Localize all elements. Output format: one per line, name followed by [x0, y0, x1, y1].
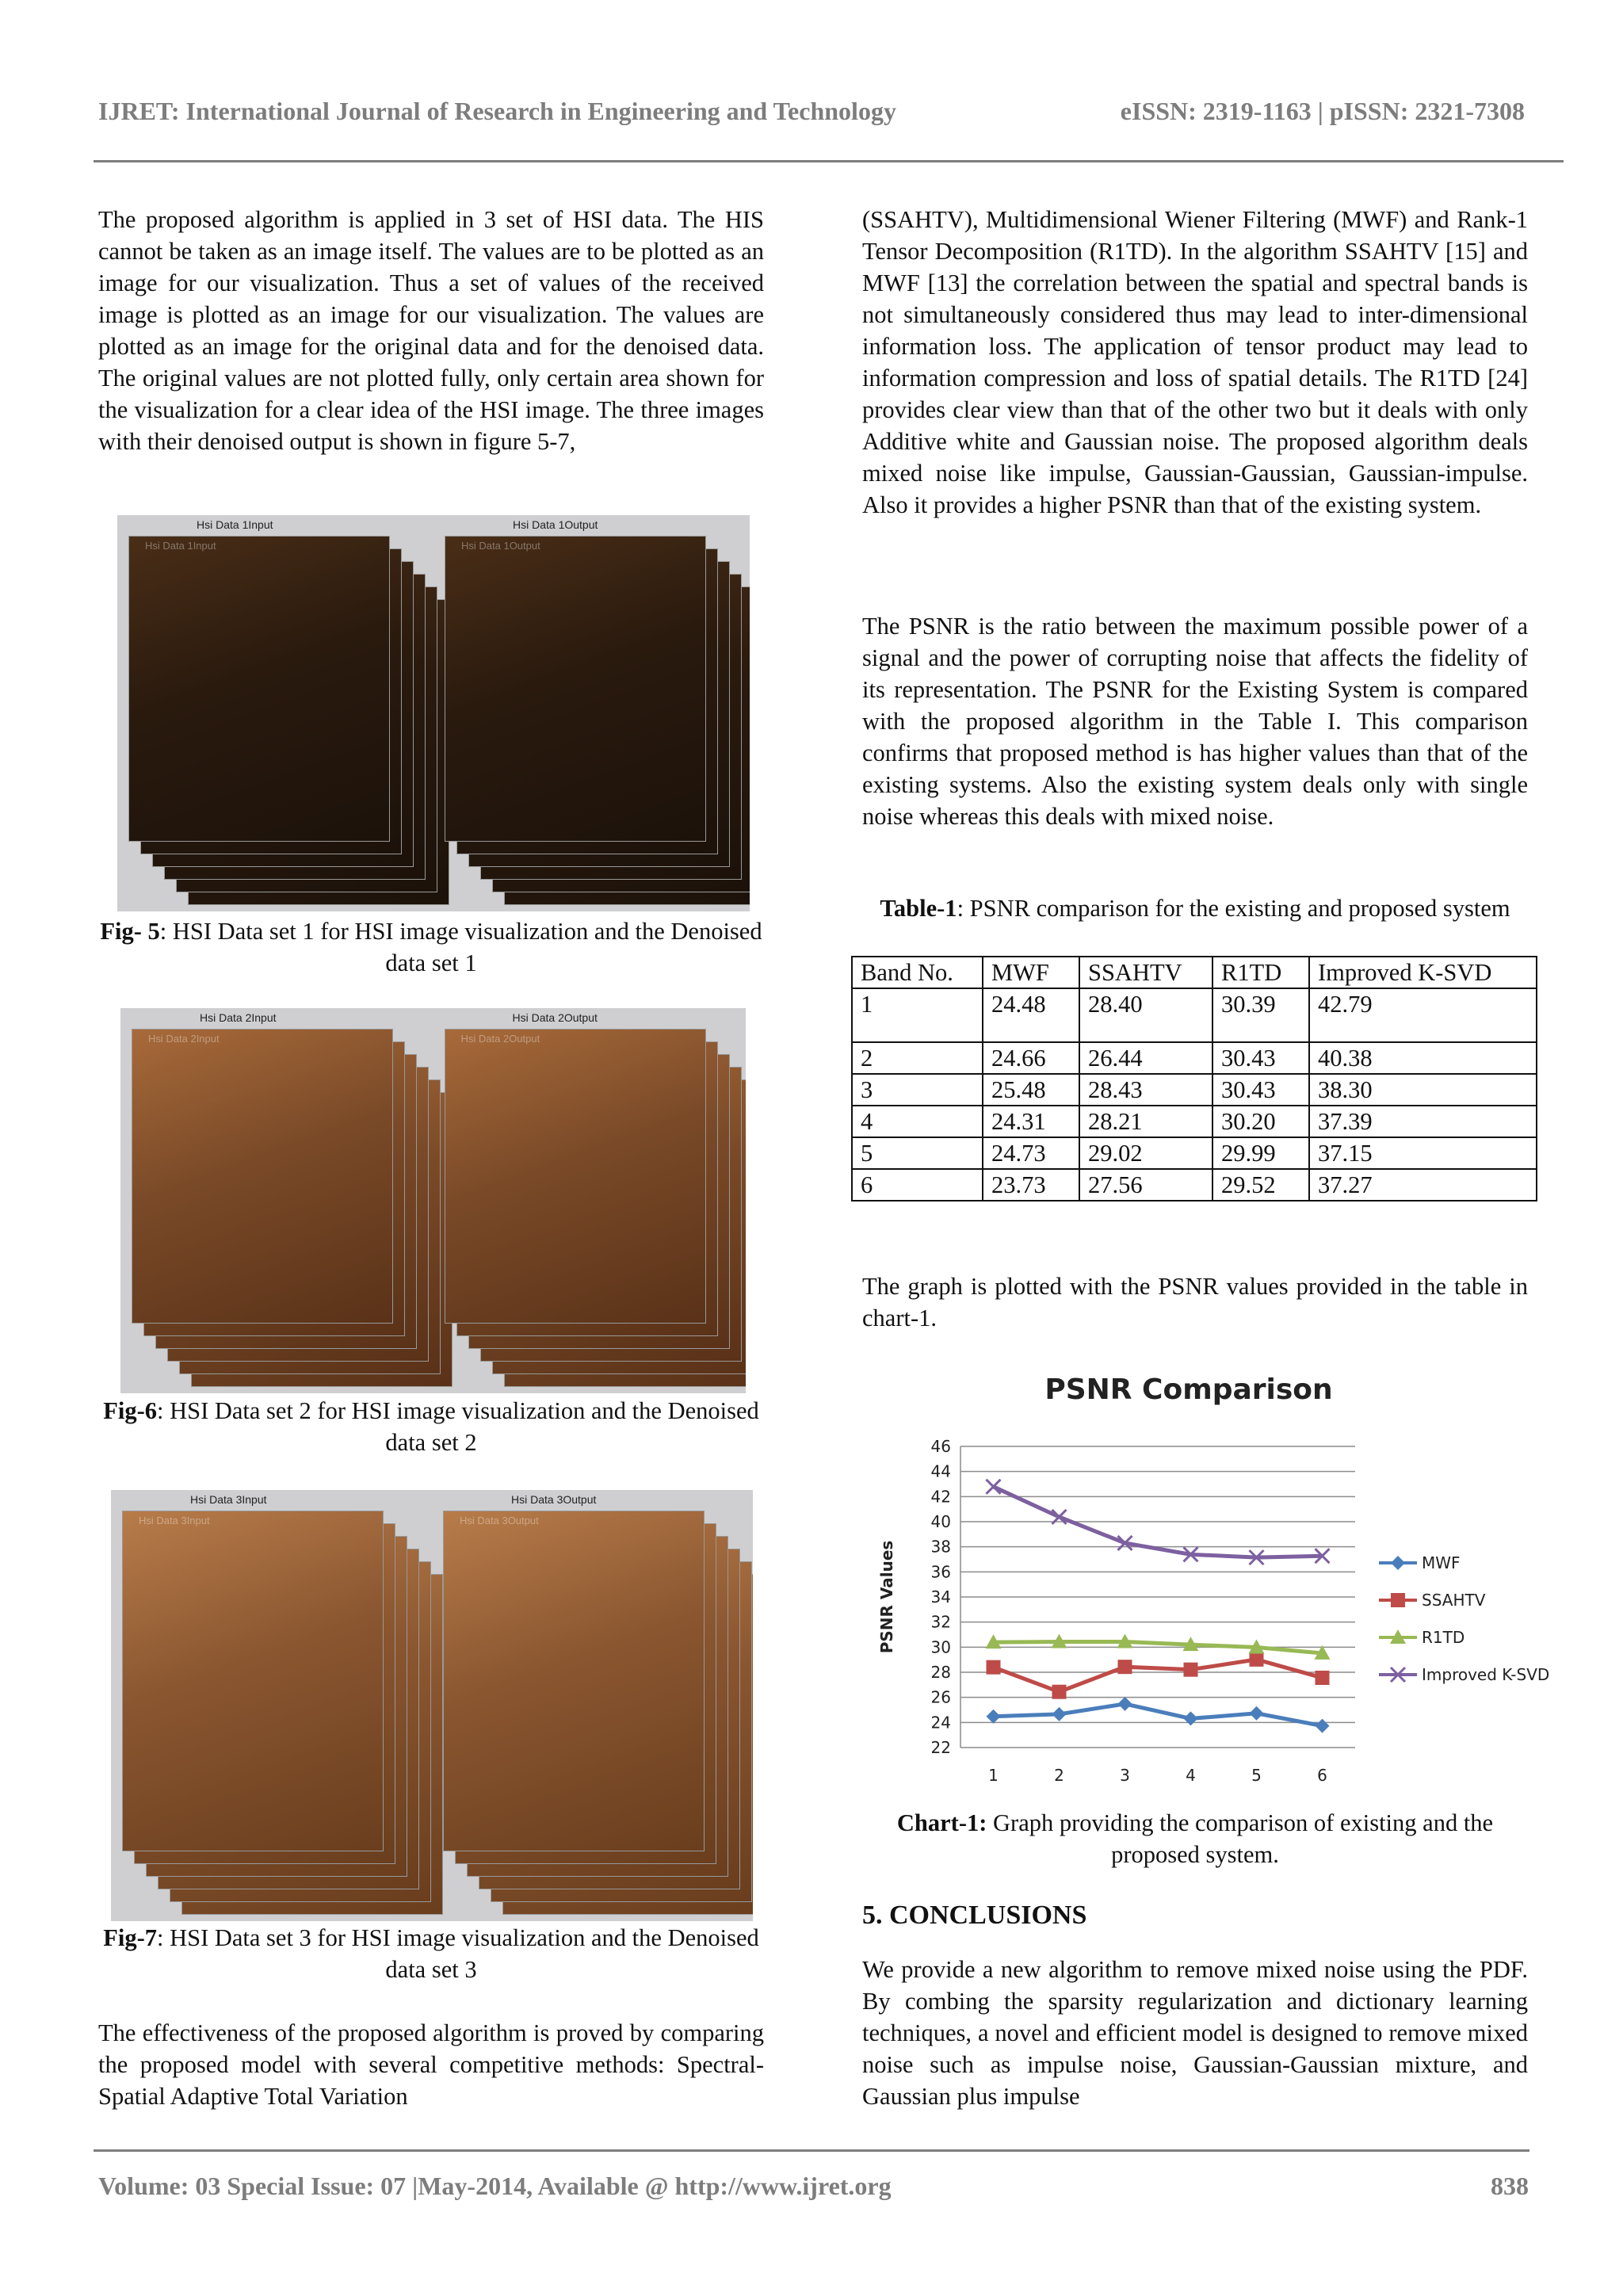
chart-title: PSNR Comparison [1044, 1373, 1333, 1406]
conclusions-paragraph: We provide a new algorithm to remove mixed noise using the PDF. By combing the sparsity regularization and dictionary learning techniques, a novel and efficient model is designed to remove mixed noise such as impulse noise, Gaussian-Gaussian mixture, and Gaussian plus impulse [862, 1956, 1528, 2110]
y-tick-label: 38 [930, 1537, 951, 1557]
x-tick-label: 4 [1186, 1766, 1196, 1785]
conclusions-heading: 5. CONCLUSIONS [862, 1901, 1087, 1930]
left-paragraph-1: The proposed algorithm is applied in 3 set of HSI data. The HIS cannot be taken as an image itself. The values are to be plotted as an image for our visualization. Thus a set of values of the received image is plotted as an image for our visualization. The values are plotted as an image for the original data and for the denoised data. The original values are not plotted fully, only certain area shown for the visualization for a clear idea of the HSI image. The three images with their denoised output is shown in figure 5-7, [98, 206, 764, 455]
running-header [98, 97, 1525, 133]
right-paragraph-2: The PSNR is the ratio between the maximum possible power of a signal and the power of corrupting noise that affects the fidelity of its representation. The PSNR for the Existing System is compared with the proposed algorithm in the Table I. This comparison confirms that proposed method is has higher values than that of the existing systems. Also the existing system deals only with single noise whereas this deals with mixed noise. [862, 613, 1528, 830]
table-header-cell: R1TD [1212, 957, 1309, 988]
volume-info: Volume: 03 Special Issue: 07 |May-2014, Available @ http://www.ijret.org [98, 2172, 892, 2200]
table-cell: 30.20 [1212, 1106, 1309, 1137]
y-tick-label: 22 [930, 1738, 951, 1757]
data-point [1316, 1719, 1330, 1733]
hsi-band-slice [132, 1029, 393, 1324]
data-point [1250, 1652, 1264, 1667]
figure-5-caption [98, 915, 764, 979]
y-tick-label: 44 [930, 1461, 951, 1481]
data-point [987, 1660, 1001, 1675]
table-cell: 30.43 [1212, 1042, 1309, 1074]
table-cell: 23.73 [983, 1169, 1079, 1201]
figure-5-caption-text: : HSI Data set 1 for HSI image visualization and the Denoised data set 1 [159, 918, 762, 976]
chart-caption [862, 1807, 1528, 1870]
table-header-cell: SSAHTV [1079, 957, 1212, 988]
table-cell: 27.56 [1079, 1169, 1212, 1201]
figure-6-output-title: Hsi Data 2Output [512, 1011, 598, 1024]
table-cell: 2 [852, 1042, 983, 1074]
table-label: Table-1 [880, 895, 957, 922]
hsi-band-slice [445, 1029, 706, 1324]
figure-6-image [120, 1008, 746, 1393]
y-tick-label: 24 [930, 1713, 951, 1733]
running-footer [98, 2172, 1529, 2201]
hsi-band-slice-label: Hsi Data 2Input [148, 1033, 220, 1045]
figure-5-output-title: Hsi Data 1Output [513, 518, 598, 531]
figure-6-label: Fig-6 [103, 1397, 157, 1424]
hsi-band-slice-label: Hsi Data 1Output [461, 540, 540, 552]
figure-7-image [111, 1490, 753, 1921]
chart-caption-text: Graph providing the comparison of existing and the proposed system. [987, 1809, 1494, 1868]
figure-7-input-title: Hsi Data 3Input [190, 1493, 267, 1506]
table-cell: 37.15 [1309, 1137, 1537, 1169]
footer-rule [94, 2149, 1529, 2152]
data-point [1052, 1685, 1067, 1699]
table-cell: 30.39 [1212, 988, 1309, 1042]
figure-5-label: Fig- 5 [100, 918, 160, 945]
data-point [1118, 1697, 1132, 1711]
right-paragraph-1: (SSAHTV), Multidimensional Wiener Filtering (MWF) and Rank-1 Tensor Decomposition (R1TD). In the algorithm SSAHTV [15] and MWF [13] the correlation between the spatial and spectral bands is not simultaneously considered thus may lead to inter-dimensional information loss. The application of tensor product may lead to information compression and loss of spatial details. The R1TD [24] provides clear view than that of the other two but it deals with only Additive white and Gaussian noise. The proposed algorithm deals mixed noise like impulse, Gaussian-Gaussian, Gaussian-impulse. Also it provides a higher PSNR than that of the existing system. [862, 206, 1528, 518]
y-tick-label: 28 [930, 1663, 951, 1682]
table-caption [862, 893, 1528, 923]
legend-label: SSAHTV [1422, 1591, 1486, 1610]
x-tick-label: 1 [988, 1766, 999, 1785]
series-line-ssahtv [994, 1660, 1323, 1692]
figure-6-caption-text: : HSI Data set 2 for HSI image visualization and the Denoised data set 2 [156, 1397, 759, 1456]
psnr-line-chart [872, 1363, 1553, 1791]
table-cell: 6 [852, 1169, 983, 1201]
psnr-table [851, 956, 1537, 1201]
table-header-cell: Improved K-SVD [1309, 957, 1537, 988]
table-row [852, 988, 1537, 1042]
table-cell: 30.43 [1212, 1074, 1309, 1106]
y-tick-label: 26 [930, 1687, 951, 1707]
legend-label: R1TD [1422, 1628, 1465, 1647]
page-number: 838 [1491, 2172, 1529, 2200]
table-row [852, 1169, 1537, 1201]
table-cell: 1 [852, 988, 983, 1042]
table-cell: 28.40 [1079, 988, 1212, 1042]
legend-label: MWF [1422, 1553, 1461, 1572]
table-cell: 37.39 [1309, 1106, 1537, 1137]
y-tick-label: 40 [930, 1512, 951, 1531]
data-point [1118, 1660, 1132, 1674]
table-cell: 29.99 [1212, 1137, 1309, 1169]
table-cell: 29.52 [1212, 1169, 1309, 1201]
table-cell: 28.43 [1079, 1074, 1212, 1106]
table-cell: 40.38 [1309, 1042, 1537, 1074]
table-cell: 3 [852, 1074, 983, 1106]
hsi-band-slice [443, 1511, 705, 1851]
hsi-band-slice-label: Hsi Data 3Output [460, 1515, 539, 1526]
y-tick-label: 30 [930, 1637, 951, 1657]
figure-5-input-title: Hsi Data 1Input [197, 518, 273, 531]
figure-6-input-title: Hsi Data 2Input [200, 1011, 277, 1024]
header-rule [94, 160, 1564, 162]
legend-label: Improved K-SVD [1422, 1665, 1550, 1684]
data-point [987, 1710, 1001, 1724]
hsi-band-slice-label: Hsi Data 3Input [139, 1515, 210, 1526]
table-cell: 24.31 [983, 1106, 1079, 1137]
figure-7-caption-text: : HSI Data set 3 for HSI image visualization and the Denoised data set 3 [156, 1924, 759, 1983]
table-cell: 5 [852, 1137, 983, 1169]
table-header-cell: MWF [983, 957, 1079, 988]
data-point [1391, 1593, 1405, 1607]
data-point [1052, 1707, 1067, 1721]
y-axis-label: PSNR Values [877, 1540, 896, 1654]
hsi-band-slice [128, 536, 390, 842]
table-cell: 24.48 [983, 988, 1079, 1042]
y-tick-label: 36 [930, 1562, 951, 1582]
journal-name: IJRET: International Journal of Research in Engineering and Technology [98, 97, 896, 125]
data-point [1391, 1556, 1405, 1570]
table-cell: 26.44 [1079, 1042, 1212, 1074]
data-point [1184, 1711, 1198, 1725]
data-point [1184, 1663, 1198, 1677]
hsi-band-slice [445, 536, 706, 842]
table-cell: 42.79 [1309, 988, 1537, 1042]
table-row [852, 1074, 1537, 1106]
figure-7-label: Fig-7 [103, 1924, 157, 1951]
table-header-row [852, 957, 1537, 988]
figure-7-output-title: Hsi Data 3Output [511, 1493, 597, 1506]
x-tick-label: 3 [1120, 1766, 1130, 1785]
table-caption-text: : PSNR comparison for the existing and proposed system [957, 895, 1510, 922]
table-row [852, 1042, 1537, 1074]
right-paragraph-3: The graph is plotted with the PSNR values provided in the table in chart-1. [862, 1273, 1528, 1331]
table-row [852, 1106, 1537, 1137]
hsi-band-slice [122, 1511, 384, 1851]
y-tick-label: 42 [930, 1487, 951, 1507]
figure-7-caption [98, 1922, 764, 1985]
data-point [1316, 1671, 1330, 1685]
y-tick-label: 46 [930, 1437, 951, 1456]
left-paragraph-2: The effectiveness of the proposed algorithm is proved by comparing the proposed model with several competitive methods: Spectral-Spatial Adaptive Total Variation [98, 2019, 764, 2110]
table-row [852, 1137, 1537, 1169]
issn: eISSN: 2319-1163 | pISSN: 2321-7308 [1120, 97, 1525, 125]
y-tick-label: 34 [930, 1587, 951, 1606]
table-cell: 28.21 [1079, 1106, 1212, 1137]
x-tick-label: 6 [1317, 1766, 1327, 1785]
table-cell: 4 [852, 1106, 983, 1137]
y-tick-label: 32 [930, 1612, 951, 1632]
hsi-band-slice-label: Hsi Data 2Output [460, 1033, 540, 1045]
hsi-band-slice-label: Hsi Data 1Input [145, 540, 216, 552]
table-cell: 25.48 [983, 1074, 1079, 1106]
data-point [1250, 1706, 1264, 1721]
figure-5-image [117, 515, 750, 911]
table-cell: 37.27 [1309, 1169, 1537, 1201]
chart-label: Chart-1: [896, 1809, 987, 1836]
table-header-cell: Band No. [852, 957, 983, 988]
x-tick-label: 5 [1251, 1766, 1262, 1785]
table-cell: 24.73 [983, 1137, 1079, 1169]
table-cell: 24.66 [983, 1042, 1079, 1074]
table-cell: 29.02 [1079, 1137, 1212, 1169]
table-cell: 38.30 [1309, 1074, 1537, 1106]
figure-6-caption [98, 1395, 764, 1458]
x-tick-label: 2 [1054, 1766, 1064, 1785]
